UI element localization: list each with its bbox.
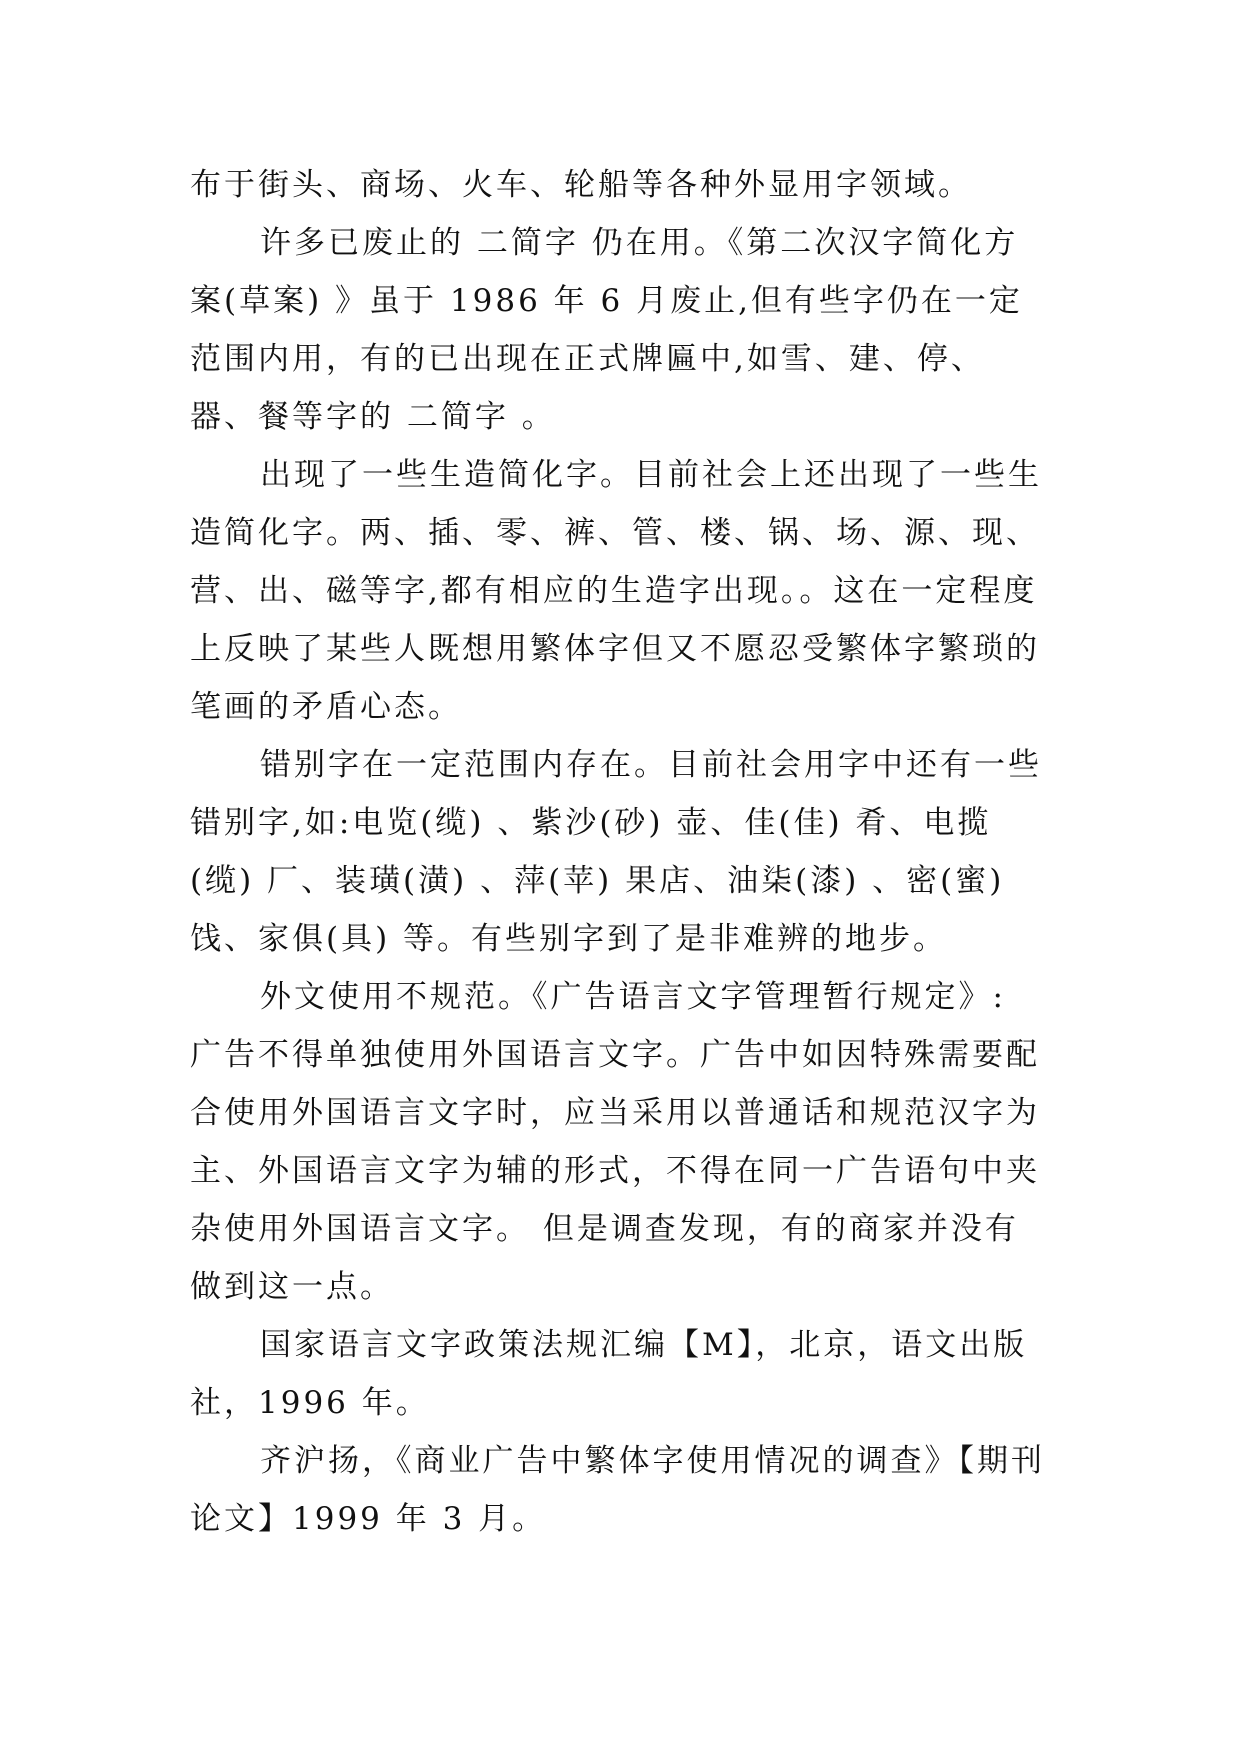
reference-2: 齐沪扬，《商业广告中繁体字使用情况的调查》【期刊论文】1999 年 3 月。 bbox=[190, 1443, 1045, 1537]
paragraph-street-signage: 布于街头、商场、火车、轮船等各种外显用字领域。 bbox=[190, 167, 972, 203]
document-body bbox=[190, 156, 1050, 1548]
paragraph-wrong-characters: 错别字在一定范围内存在。目前社会用字中还有一些错别字,如:电览(缆) 、紫沙(砂) 壶、佳(佳) 肴、电揽(缆) 厂、装璜(潢) 、萍(苹) 果店、油柒(漆) 、密(蜜) 饯、家俱(具) 等。有些别字到了是非难辨的地步。 bbox=[190, 747, 1042, 957]
reference-1: 国家语言文字政策法规汇编【M】，北京，语文出版社，1996 年。 bbox=[190, 1327, 1028, 1421]
paragraph-foreign-language: 外文使用不规范。《广告语言文字管理暂行规定》: 广告不得单独使用外国语言文字。广告中如因特殊需要配合使用外国语言文字时，应当采用以普通话和规范汉字为主、外国语言文字为辅的形式，不得在同一广告语句中夹杂使用外国语言文字。 但是调查发现，有的商家并没有做到这一点。 bbox=[190, 979, 1040, 1305]
paragraph-second-simplified: 许多已废止的 二简字 仍在用。《第二次汉字简化方案(草案) 》虽于 1986 年 6 月废止,但有些字仍在一定范围内用，有的已出现在正式牌匾中,如雪、建、停、器、餐等字的 二简字 。 bbox=[190, 225, 1023, 435]
paragraph-invented-simplified: 出现了一些生造简化字。目前社会上还出现了一些生造简化字。两、插、零、裤、管、楼、锅、场、源、现、营、出、磁等字,都有相应的生造字出现。。这在一定程度上反映了某些人既想用繁体字但又不愿忍受繁体字繁琐的笔画的矛盾心态。 bbox=[190, 457, 1042, 725]
